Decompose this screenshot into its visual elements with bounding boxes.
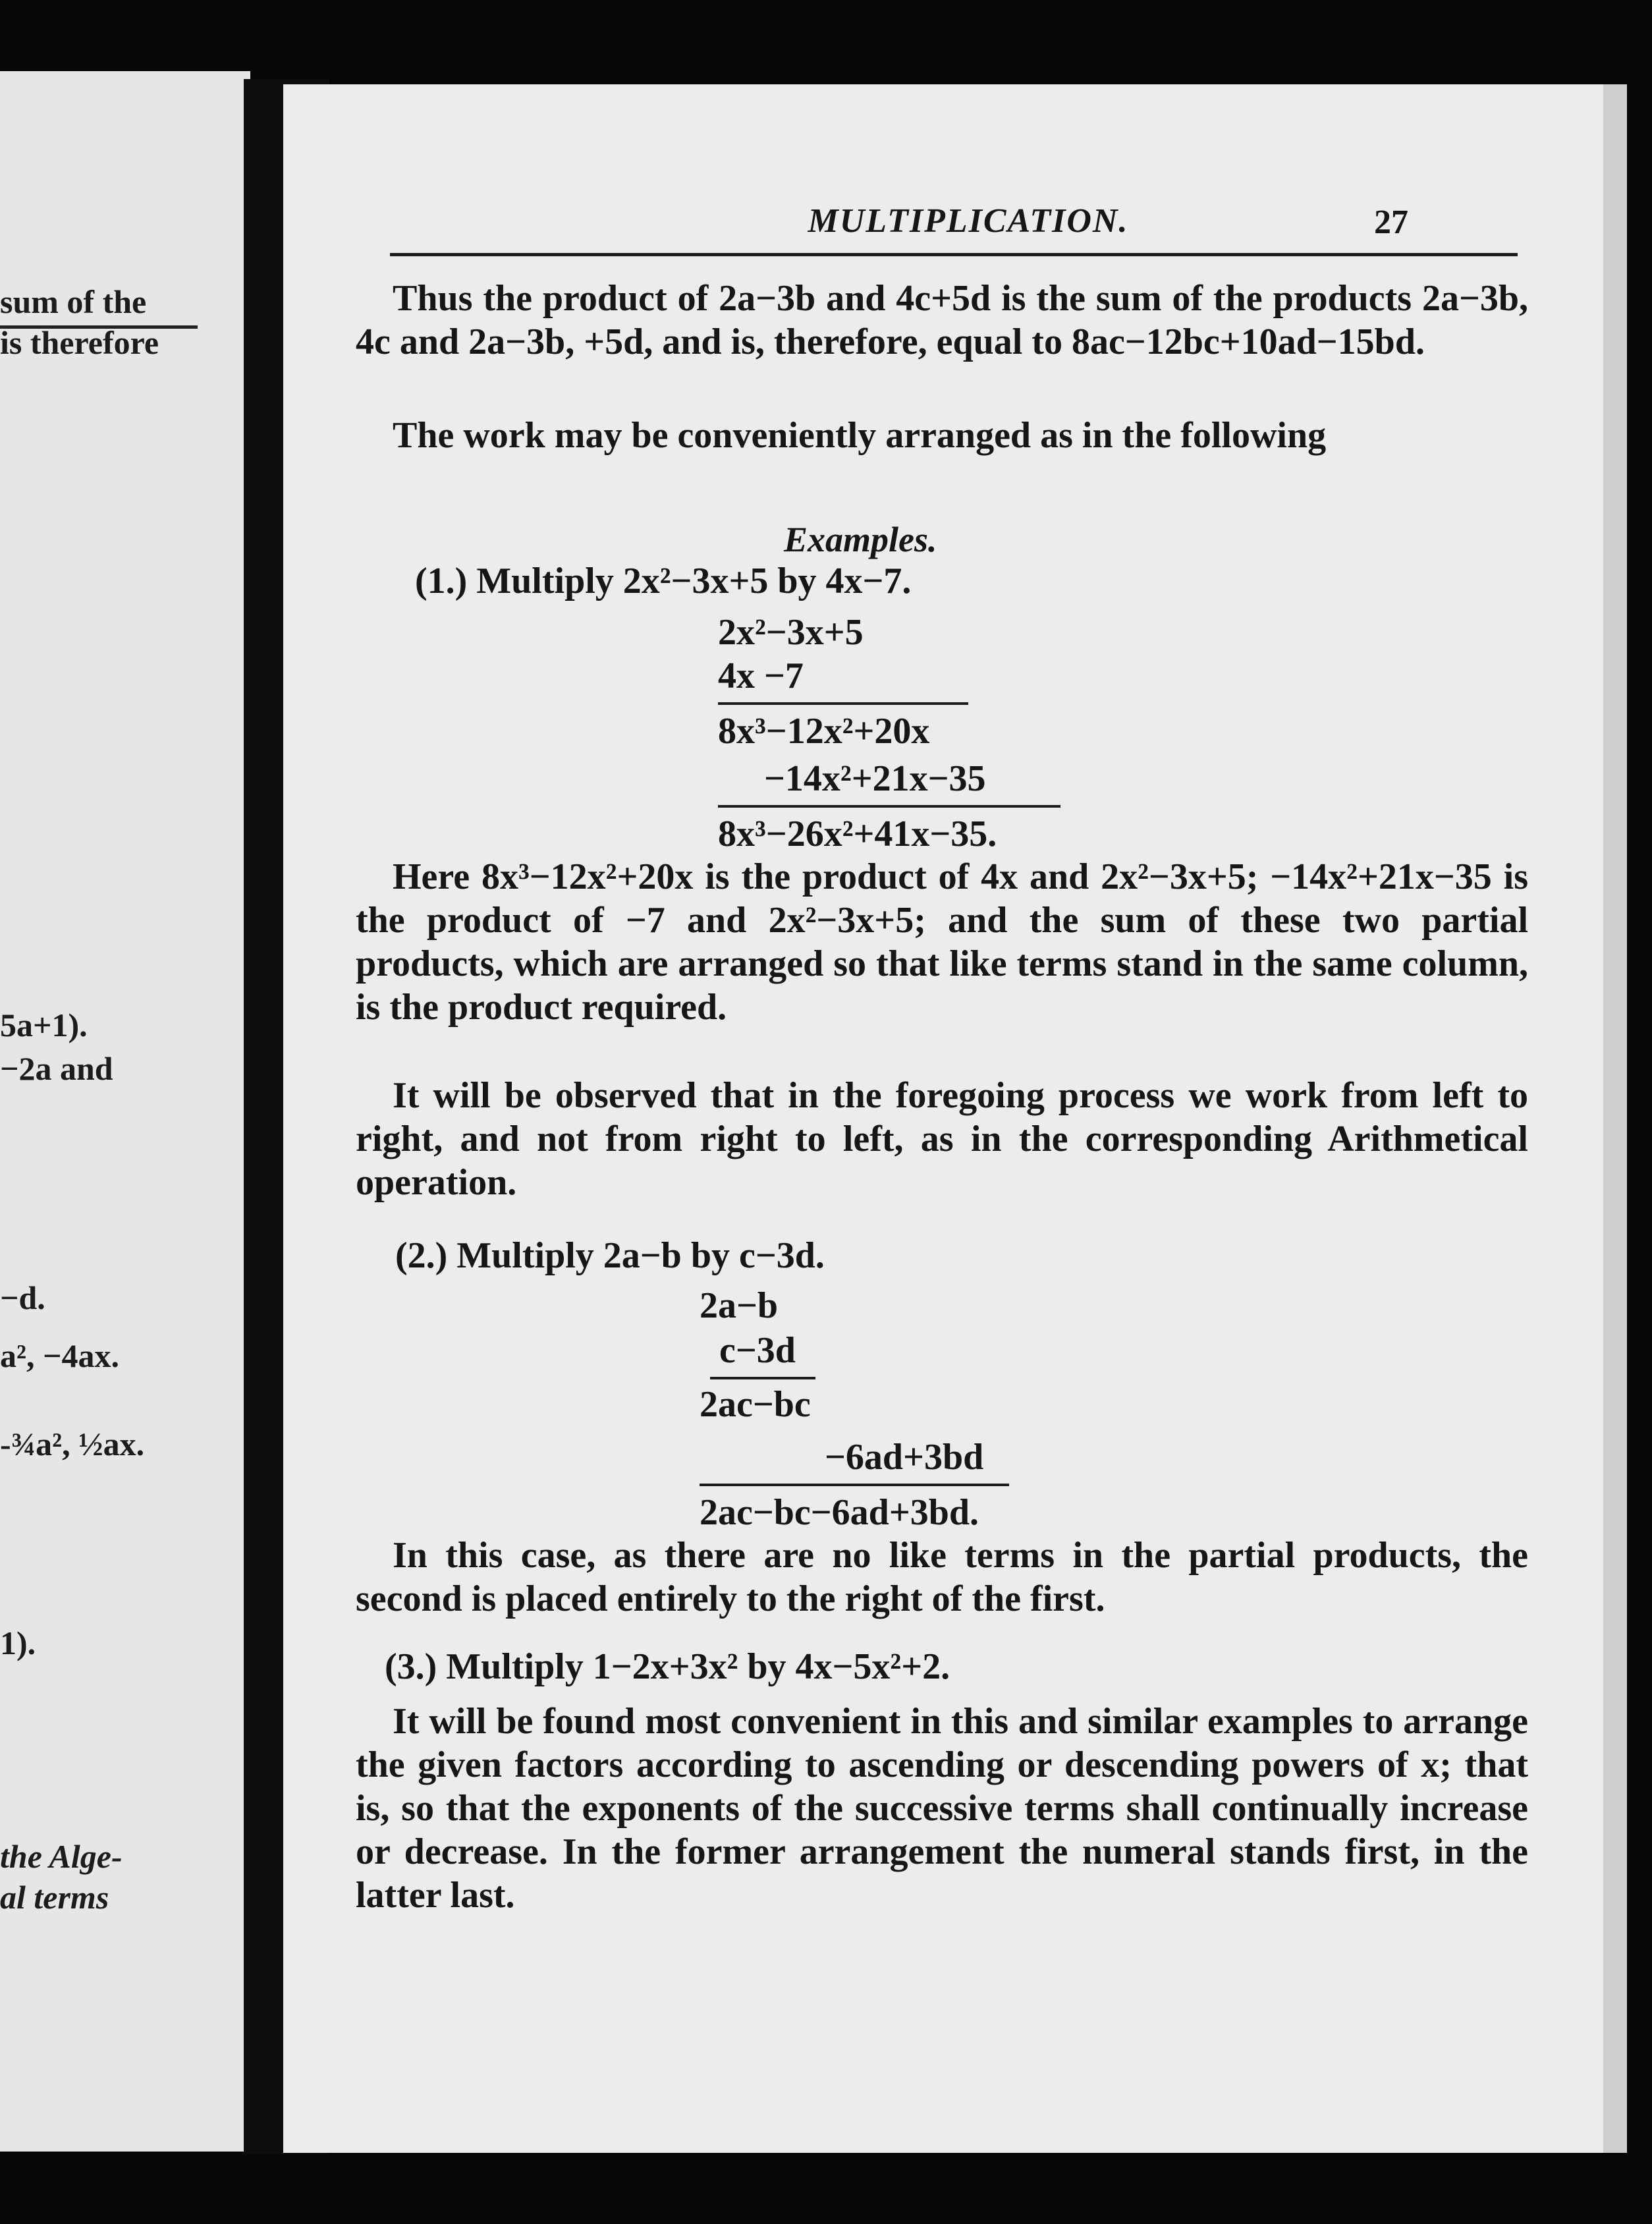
work-line: 8x³−12x²+20x [718,711,930,752]
paragraph-2 [356,414,1528,457]
left-line: 1). [0,1625,36,1661]
paragraph-4 [356,1074,1528,1204]
work-line: 4x −7 [718,655,804,696]
paragraph-text: In this case, as there are no like terms in the partial products, the second is placed entirely to the right of the first. [356,1535,1528,1619]
left-line: sum of the [0,283,147,320]
left-line: the Alge- [0,1838,123,1875]
example-2-heading: (2.) Multiply 2a−b by c−3d. [395,1235,825,1276]
paragraph-text: Thus the product of 2a−3b and 4c+5d is the sum of the products 2a−3b, 4c and 2a−3b, +5d, and is, therefore, equal to 8ac−12bc+10ad−15bd. [356,278,1528,362]
example-3-heading: (3.) Multiply 1−2x+3x² by 4x−5x²+2. [385,1646,950,1687]
work-line: −14x²+21x−35 [764,758,986,799]
work-line: 2ac−bc−6ad+3bd. [700,1492,979,1533]
sum-rule [700,1484,1009,1486]
paragraph-text: It will be observed that in the foregoing process we work from left to right, and not from right to left, as in the corresponding Arithmetical operation. [356,1075,1528,1203]
book-page [283,84,1627,2153]
page-number: 27 [1374,204,1408,241]
sum-rule [718,702,968,705]
sum-rule [710,1377,815,1379]
paragraph-text: Here 8x³−12x²+20x is the product of 4x and 2x²−3x+5; −14x²+21x−35 is the product of −7 and 2x²−3x+5; and the sum of these two partial products, which are arranged so that like terms stand in the same column, is the product required. [356,856,1528,1028]
paragraph-text: The work may be conveniently arranged as in the following [393,415,1327,456]
paragraph-1 [356,277,1528,364]
page-edge [1603,84,1627,2153]
paragraph-5 [356,1534,1528,1621]
work-line: 8x³−26x²+41x−35. [718,814,997,854]
work-line: −6ad+3bd [825,1437,984,1478]
work-line: c−3d [719,1330,796,1371]
work-line: 2x²−3x+5 [718,612,864,653]
left-line: −2a and [0,1050,113,1087]
running-head: MULTIPLICATION. [808,202,1129,240]
examples-caption: Examples. [784,520,937,559]
left-line: −d. [0,1279,45,1316]
work-line: 2ac−bc [700,1384,811,1425]
left-line: is therefore [0,324,159,361]
paragraph-6 [356,1700,1528,1917]
paragraph-text: It will be found most convenient in this and similar examples to arrange the given factors according to ascending or descending powers of x; that is, so that the exponents of the successive terms shall continually increase or decrease. In the former arrangement the numeral stands first, in the latter last. [356,1701,1528,1916]
paragraph-3 [356,855,1528,1029]
left-line: al terms [0,1879,109,1916]
work-line: 2a−b [700,1285,779,1326]
left-facing-page [0,71,250,2152]
example-1-heading: (1.) Multiply 2x²−3x+5 by 4x−7. [415,561,912,601]
header-rule [390,253,1518,256]
left-line: 5a+1). [0,1007,88,1043]
sum-rule [718,805,1060,808]
left-line: a², −4ax. [0,1337,119,1374]
left-line: -¾a², ½ax. [0,1426,145,1462]
